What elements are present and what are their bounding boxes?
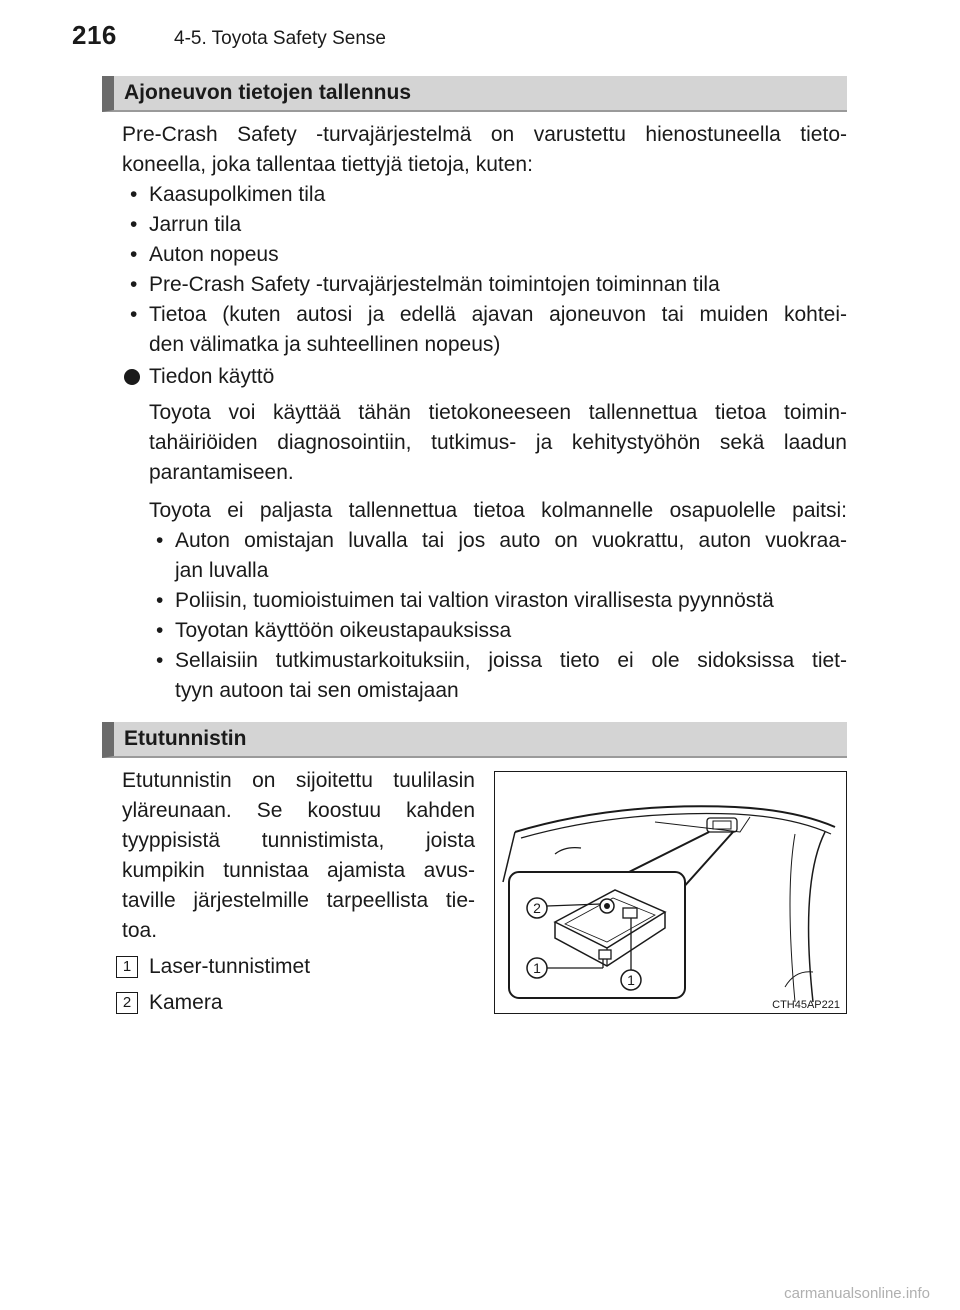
page-number: 216 [72,20,117,50]
intro-line: Pre-Crash Safety -turvajärjestelmä on varustettu hienostuneella tieto- [122,123,847,146]
bullet-marker: • [130,303,138,326]
list-item: Toyotan käyttöön oikeustapauksissa [175,619,512,642]
legend-number-1: 1 [116,956,138,978]
section-header-vehicle-data [102,76,847,112]
list-item: Pre-Crash Safety -turvajärjestelmän toimintojen toiminnan tila [149,273,720,296]
bullet-marker: • [130,243,138,266]
bullet-marker: • [130,273,138,296]
subheading: Tiedon käyttö [149,365,275,388]
list-item: Jarrun tila [149,213,242,236]
section-title: Ajoneuvon tietojen tallennus [124,81,412,104]
section-header-front-sensor [102,722,847,758]
paragraph-line: toa. [122,919,158,942]
intro-line: koneella, joka tallentaa tiettyjä tietoja, kuten: [122,153,533,176]
subheading-bullet-icon [124,369,140,385]
front-sensor-illustration [494,771,847,1014]
paragraph-line: Toyota voi käyttää tähän tietokoneeseen tallennettua tietoa toimin- [149,401,847,424]
paragraph-line: Toyota ei paljasta tallennettua tietoa kolmannelle osapuolelle paitsi: [149,499,847,522]
paragraph-line: tahäiriöiden diagnosointiin, tutkimus- ja kehitystyöhön sekä laadun [149,431,847,454]
paragraph-line: tyyppisistä tunnistimista, joista [122,829,475,852]
chapter-title: 4-5. Toyota Safety Sense [174,28,386,49]
legend-label: Kamera [149,991,223,1014]
windshield-sensor-drawing [495,772,845,1012]
callout-1a: 1 [533,960,541,976]
bullet-marker: • [130,183,138,206]
bullet-marker: • [156,589,164,612]
watermark: carmanualsonline.info [784,1285,930,1302]
bullet-marker: • [130,213,138,236]
bullet-marker: • [156,529,164,552]
bullet-marker: • [156,619,164,642]
list-item: Sellaisiin tutkimustarkoituksiin, joissa tieto ei ole sidoksissa tiet- [175,649,847,672]
paragraph-line: parantamiseen. [149,461,294,484]
figure-code: CTH45AP221 [772,999,840,1011]
paragraph-line: taville järjestelmille tarpeellista tie- [122,889,475,912]
list-item: Tietoa (kuten autosi ja edellä ajavan ajoneuvon tai muiden kohtei- [149,303,847,326]
callout-2: 2 [533,900,541,916]
callout-1b: 1 [627,972,635,988]
list-item: Poliisin, tuomioistuimen tai valtion viraston virallisesta pyynnöstä [175,589,774,612]
paragraph-line: kumpikin tunnistaa ajamista avus- [122,859,475,882]
legend-label: Laser-tunnistimet [149,955,311,978]
list-item-continuation: jan luvalla [175,559,269,582]
list-item-continuation: den välimatka ja suhteellinen nopeus) [149,333,501,356]
list-item: Auton omistajan luvalla tai jos auto on vuokrattu, auton vuokraa- [175,529,847,552]
bullet-marker: • [156,649,164,672]
legend-number-2: 2 [116,992,138,1014]
paragraph-line: yläreunaan. Se koostuu kahden [122,799,475,822]
section-title: Etutunnistin [124,727,247,750]
list-item: Kaasupolkimen tila [149,183,326,206]
paragraph-line: Etutunnistin on sijoitettu tuulilasin [122,769,475,792]
list-item-continuation: tyyn autoon tai sen omistajaan [175,679,459,702]
list-item: Auton nopeus [149,243,279,266]
